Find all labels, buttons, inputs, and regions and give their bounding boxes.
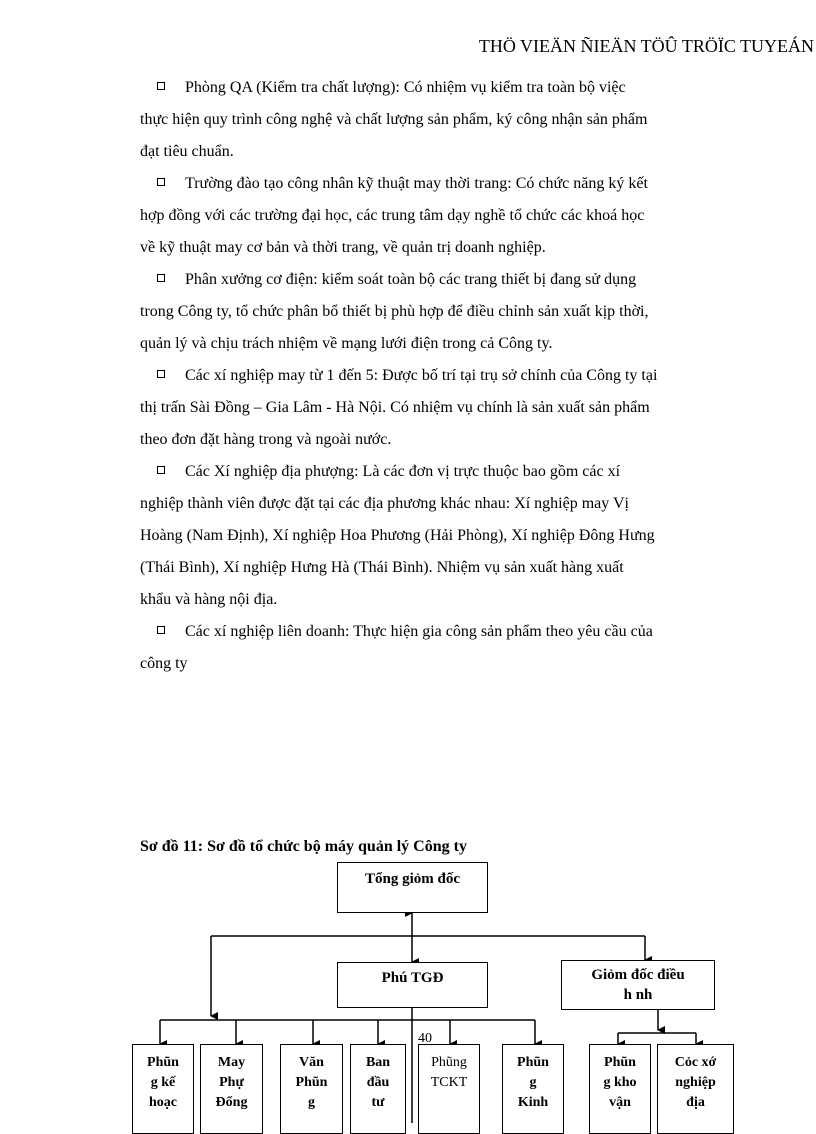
paragraph-local-factories: Các Xí nghiệp địa phượng: Là các đơn vị trực thuộc bao gồm các xí nghiệp thành viên được đặt tại các địa phương khác nhau: Xí nghiệp may Vị Hoàng (Nam Định), Xí nghiệp Hoa Phương (Hải Phòng), Xí nghiệp Đông Hưng (Thái Bình), Xí nghiệp Hưng Hà (Thái Bình). Nhiệm vụ sản xuất hàng xuất khẩu và hàng nội địa. [140, 463, 655, 608]
warehouse-dept-box: Phũn g kho vận [589, 1044, 651, 1134]
may-phu-dong-box: May Phự Đổng [200, 1044, 263, 1134]
page-header: THÖ VIEÄN ÑIEÄN TÖÛ TRÖÏC TUYEÁN [478, 36, 814, 56]
investment-board-box: Ban đầu tư [350, 1044, 406, 1134]
deputy-ceo-label: Phú TGĐ [381, 970, 444, 986]
ceo-label: Tổng giỏm đốc [364, 871, 460, 887]
paragraph-garment-factories: Các xí nghiệp may từ 1 đến 5: Được bố trí tại trụ sở chính của Công ty tại thị trấn Sài Đồng – Gia Lâm - Hà Nội. Có nhiệm vụ chính là sản xuất sản phẩm theo đơn đặt hàng trong và ngoài nước. [140, 367, 658, 448]
deputy-ceo-box [337, 962, 488, 1008]
paragraph-qa: Phòng QA (Kiểm tra chất lượng): Có nhiệm vụ kiểm tra toàn bộ việc thực hiện quy trình công nghệ và chất lượng sản phẩm, ký công nhận sản phẩm đạt tiêu chuẩn. [140, 79, 648, 160]
office-dept-box: Văn Phũn g [280, 1044, 343, 1134]
planning-dept-box: Phũn g kế hoạc [132, 1044, 194, 1134]
business-dept-box: Phũn g Kinh [502, 1044, 564, 1134]
page-number: 40 [418, 1031, 432, 1046]
ceo-box [337, 862, 488, 913]
paragraph-training-school: Trường đào tạo công nhân kỹ thuật may thời trang: Có chức năng ký kết hợp đồng với các trường đại học, các trung tâm dạy nghề tổ chức các khoá học về kỹ thuật may cơ bản và thời trang, về quản trị doanh nghiệp. [140, 175, 648, 256]
paragraph-joint-ventures: Các xí nghiệp liên doanh: Thực hiện gia công sản phẩm theo yêu cầu của công ty [140, 623, 653, 672]
diagram-caption: Sơ đồ 11: Sơ đồ tổ chức bộ máy quản lý Công ty [140, 838, 467, 855]
local-factories-box: Cỏc xớ nghiệp địa [657, 1044, 734, 1134]
finance-dept-box: Phũng TCKT [418, 1044, 480, 1134]
executive-director-box: Giỏm đốc điều h nh [561, 960, 715, 1010]
paragraph-mechanical-workshop: Phân xưởng cơ điện: kiểm soát toàn bộ các trang thiết bị đang sử dụng trong Công ty, tổ chức phân bổ thiết bị phù hợp để điều chỉnh sản xuất kịp thời, quản lý và chịu trách nhiệm về mạng lưới điện trong cả Công ty. [140, 271, 649, 352]
